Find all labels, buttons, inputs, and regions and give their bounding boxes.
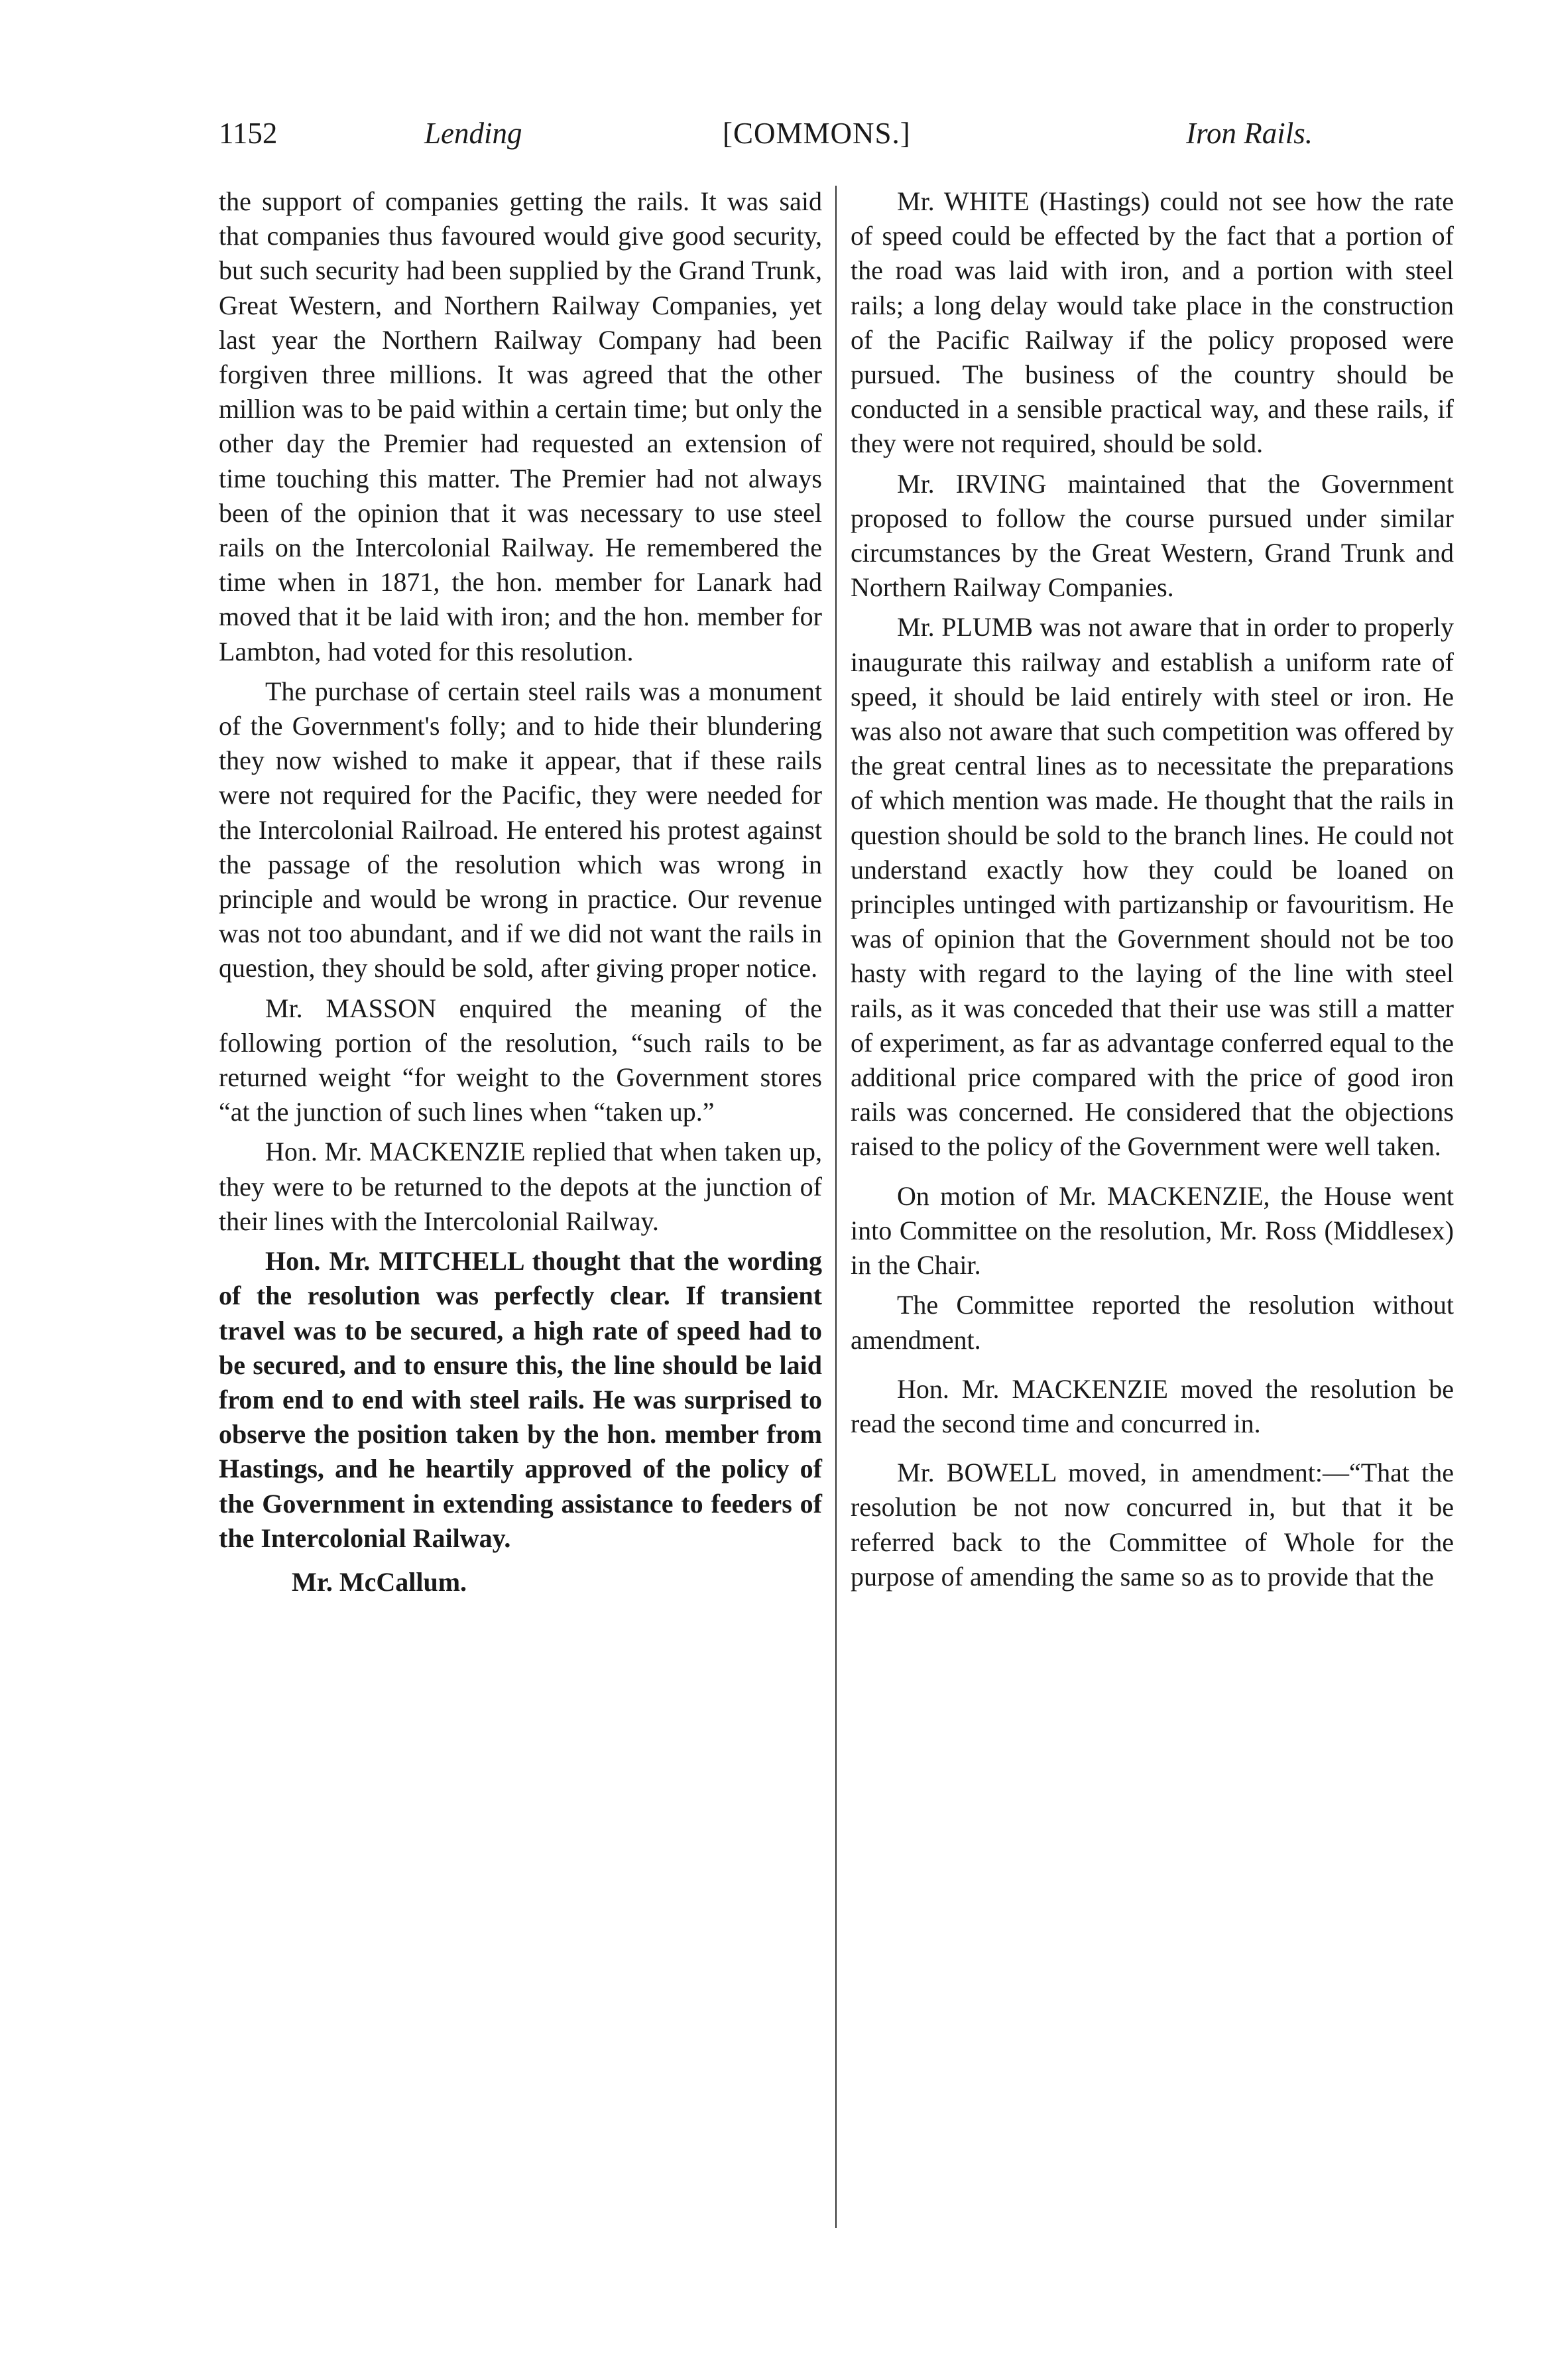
page-header [219, 116, 1313, 169]
paragraph: Mr. IRVING maintained that the Government proposed to follow the course pursued under similar circumstances by the Great Western, Grand Trunk and Northern Railway Companies. [851, 468, 1454, 603]
paragraph: Mr. BOWELL moved, in amendment:—“That the resolution be not now concurred in, but that it be referred back to the Committee of Whole for the purpose of amending the same so as to provide that the [851, 1458, 1454, 1592]
running-title-center: [COMMONS.] [723, 117, 911, 150]
paragraph: Mr. PLUMB was not aware that in order to properly inaugurate this railway and establish a uniform rate of speed, it should be laid entirely with steel or iron. He was also not aware that such competition was offered by the great central lines as to necessitate the preparations of which mention was made. He thought that the rails in question should be sold to the branch lines. He could not understand exactly how they could be loaned on principles untinged with partizanship or favouritism. He was of opinion that the Government should not be too hasty with regard to the laying of the line with steel rails, as it was conceded that their use was still a matter of experiment, as far as advantage conferred equal to the additional price compared with the price of good iron rails was concerned. He considered that the objections raised to the policy of the Government were well taken. [851, 612, 1454, 1162]
paragraph: The Committee reported the resolution without amendment. [851, 1290, 1454, 1355]
column-divider [835, 186, 837, 2228]
paragraph: Mr. MASSON enquired the meaning of the following portion of the resolution, “such rails to be returned weight “for weight to the Government stores “at the junction of such lines when “taken up.” [219, 993, 822, 1127]
signature-line: Mr. McCallum. [292, 1566, 467, 1597]
paragraph: On motion of Mr. MACKENZIE, the House went into Committee on the resolution, Mr. Ross (Middlesex) in the Chair. [851, 1180, 1454, 1281]
page-number: 1152 [219, 117, 278, 150]
paragraph: Mr. WHITE (Hastings) could not see how the rate of speed could be effected by the fact that a portion of the road was laid with iron, and a portion with steel rails; a long delay would take place in the construction of the Pacific Railway if the policy proposed were pursued. The business of the country should be conducted in a sensible practical way, and these rails, if they were not required, should be sold. [851, 186, 1454, 459]
paragraph: Hon. Mr. MITCHELL thought that the wording of the resolution was perfectly clear. If transient travel was to be secured, a high rate of speed had to be secured, and to ensure this, the line should be laid from end to end with steel rails. He was surprised to observe the position taken by the hon. member from Hastings, and he heartily approved of the policy of the Government in extending assistance to feeders of the Intercolonial Railway. [219, 1246, 822, 1553]
paragraph: Hon. Mr. MACKENZIE moved the resolution be read the second time and concurred in. [851, 1373, 1454, 1438]
running-title-right: Iron Rails. [1186, 117, 1313, 150]
paragraph: Hon. Mr. MACKENZIE replied that when taken up, they were to be returned to the depots at the junction of their lines with the Intercolonial Railway. [219, 1137, 822, 1236]
right-column [851, 184, 1454, 1599]
paragraph: The purchase of certain steel rails was a monument of the Government's folly; and to hide their blundering they now wished to make it appear, that if these rails were not required for the Pacific, they were needed for the Intercolonial Railroad. He entered his protest against the passage of the resolution which was wrong in principle and would be wrong in practice. Our revenue was not too abundant, and if we did not want the rails in question, they should be sold, after giving proper notice. [219, 676, 822, 983]
running-title-left: Lending [424, 117, 522, 150]
left-column [219, 184, 822, 1605]
paragraph: the support of companies getting the rails. It was said that companies thus favoured would give good security, but such security had been supplied by the Grand Trunk, Great Western, and Northern Railway Companies, yet last year the Northern Railway Company had been forgiven three millions. It was agreed that the other million was to be paid within a certain time; but only the other day the Premier had requested an extension of time touching this matter. The Premier had not always been of the opinion that it was necessary to use steel rails on the Intercolonial Railway. He remembered the time when in 1871, the hon. member for Lanark had moved that it be laid with iron; and the hon. member for Lambton, had voted for this resolution. [219, 186, 822, 666]
